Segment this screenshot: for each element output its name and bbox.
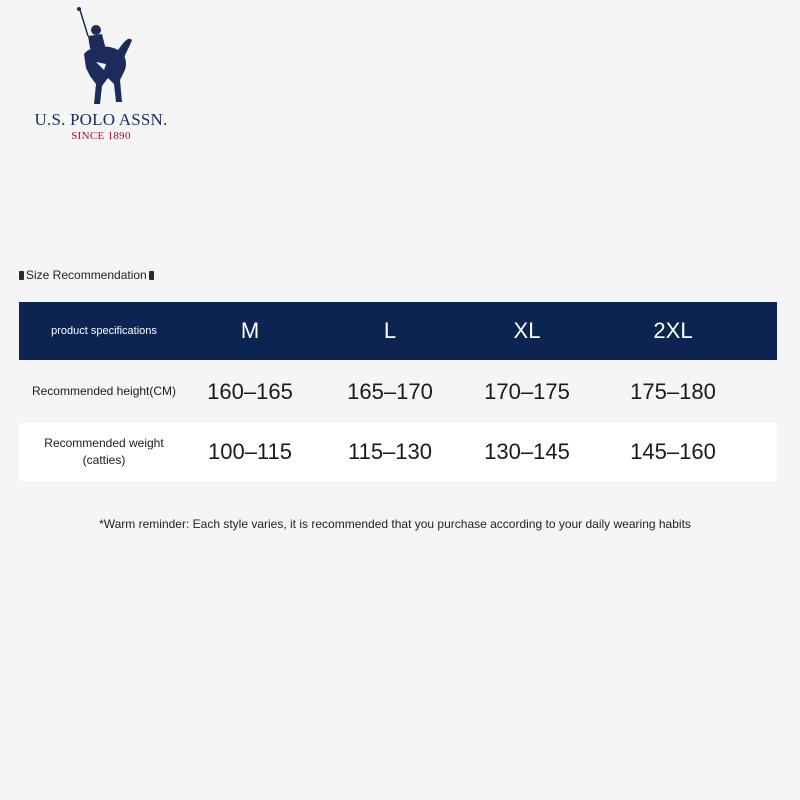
size-l: L xyxy=(383,318,397,343)
bracket-right-icon xyxy=(149,271,154,280)
weight-label-line2: (catties) xyxy=(82,453,126,467)
height-2xl: 175–180 xyxy=(630,378,716,404)
size-m: M xyxy=(240,318,260,343)
brand-name: U.S. POLO ASSN. xyxy=(34,110,168,129)
table-row-weight xyxy=(19,423,777,481)
warm-reminder: *Warm reminder: Each style varies, it is recommended that you purchase according to your daily wearing habits xyxy=(99,517,691,531)
size-table-header xyxy=(19,302,777,360)
size-xl: XL xyxy=(513,318,541,343)
weight-xl: 130–145 xyxy=(484,439,570,464)
size-2xl: 2XL xyxy=(653,318,693,343)
polo-player-logo-icon xyxy=(66,6,136,106)
weight-l: 115–130 xyxy=(347,439,432,464)
size-table xyxy=(19,302,777,481)
section-title xyxy=(19,268,154,282)
weight-2xl: 145–160 xyxy=(630,439,716,464)
brand-logo xyxy=(22,6,180,146)
height-l: 165–170 xyxy=(347,378,433,404)
height-xl: 170–175 xyxy=(484,378,570,404)
brand-since: SINCE 1890 xyxy=(71,130,131,142)
weight-label xyxy=(19,423,189,481)
bracket-left-icon xyxy=(19,271,24,280)
header-label: product specifications xyxy=(51,324,157,337)
table-row-height xyxy=(19,360,777,423)
weight-m: 100–115 xyxy=(207,439,292,464)
section-title-text: Size Recommendation xyxy=(26,268,147,282)
height-label: Recommended height(CM) xyxy=(31,384,177,398)
weight-label-line1: Recommended weight xyxy=(44,436,164,450)
height-m: 160–165 xyxy=(207,378,293,404)
